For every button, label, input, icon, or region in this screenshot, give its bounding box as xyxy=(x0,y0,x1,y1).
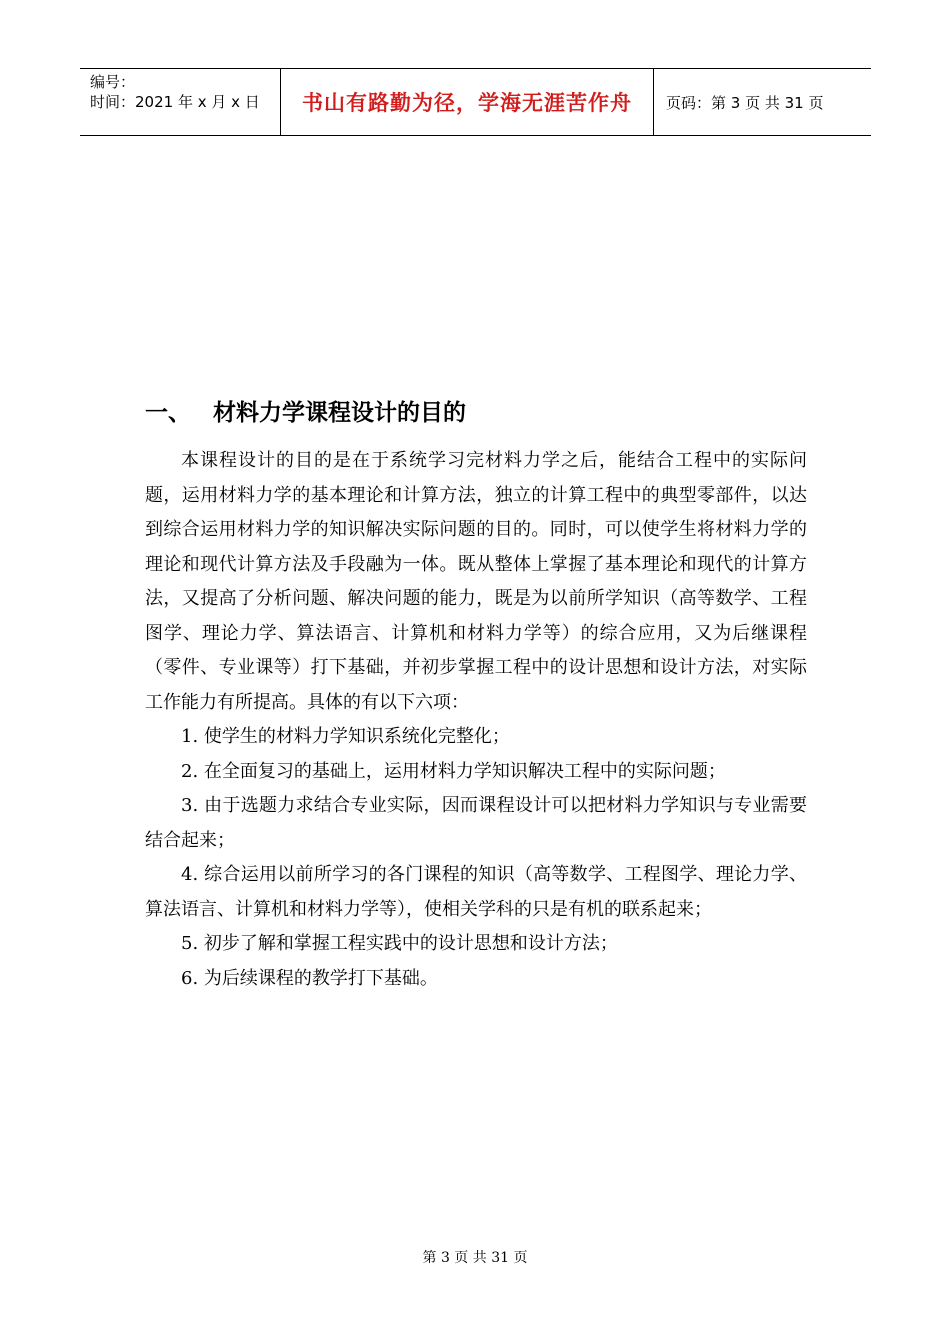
serial-label: 编号： xyxy=(90,73,136,91)
page-footer: 第 3 页 共 31 页 xyxy=(422,1250,528,1266)
page-info: 页码：第 3 页 共 31 页 xyxy=(666,93,824,112)
list-item: 5. 初步了解和掌握工程实践中的设计思想和设计方法； xyxy=(181,933,618,954)
list-item: 3. 由于选题力求结合专业实际，因而课程设计可以把材料力学知识与专业需要结合起来； xyxy=(145,795,807,851)
list-item: 6. 为后续课程的教学打下基础。 xyxy=(181,967,438,989)
section-number: 一、 xyxy=(145,400,191,426)
slogan: 书山有路勤为径，学海无涯苦作舟 xyxy=(302,91,632,115)
header-slogan-cell xyxy=(281,69,654,135)
list-item: 1. 使学生的材料力学知识系统化完整化； xyxy=(181,726,510,747)
list-item: 4. 综合运用以前所学习的各门课程的知识（高等数学、工程图学、理论力学、算法语言、计算机和材料力学等），使相关学科的只是有机的联系起来； xyxy=(145,864,807,920)
page-header xyxy=(80,68,871,136)
section-heading xyxy=(145,394,466,427)
intro-paragraph: 本课程设计的目的是在于系统学习完材料力学之后，能结合工程中的实际问题，运用材料力学的基本理论和计算方法，独立的计算工程中的典型零部件，以达到综合运用材料力学的知识解决实际问题的目的。同时，可以使学生将材料力学的理论和现代计算方法及手段融为一体。既从整体上掌握了基本理论和现代的计算方法，又提高了分析问题、解决问题的能力，既是为以前所学知识（高等数学、工程图学、理论力学、算法语言、计算机和材料力学等）的综合应用，又为后继课程（零件、专业课等）打下基础，并初步掌握工程中的设计思想和设计方法，对实际工作能力有所提高。具体的有以下六项： xyxy=(145,450,807,713)
time-label: 时间：2021 年 x 月 x 日 xyxy=(90,93,260,111)
list-item: 2. 在全面复习的基础上，运用材料力学知识解决工程中的实际问题； xyxy=(181,760,726,782)
body-content xyxy=(145,444,807,996)
section-title: 材料力学课程设计的目的 xyxy=(213,400,466,426)
header-page-cell xyxy=(654,69,871,135)
header-meta xyxy=(80,69,281,135)
